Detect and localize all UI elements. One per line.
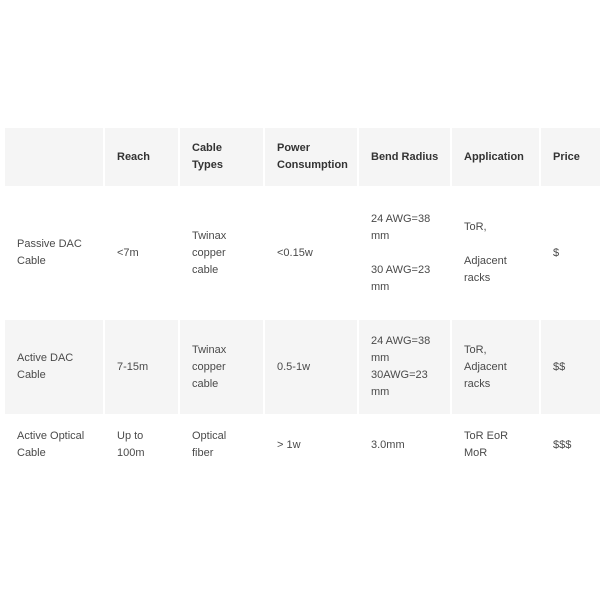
header-price: Price: [541, 128, 600, 186]
cell-reach: 7-15m: [105, 320, 180, 414]
cell-application: [452, 414, 541, 476]
cell-price: $: [541, 186, 600, 320]
cell-line: racks: [464, 377, 491, 390]
table-row: [5, 320, 600, 414]
header-empty: [5, 128, 105, 186]
header-power-line: Power: [277, 142, 311, 154]
cell-reach: <7m: [105, 186, 180, 320]
cell-cable-type: [180, 320, 265, 414]
cell-line: Twinax: [192, 343, 227, 356]
cell-line: fiber: [192, 447, 214, 459]
cell-power: <0.15w: [265, 186, 359, 320]
cell-line: Cable: [17, 369, 46, 381]
cell-cable-type: [180, 186, 265, 320]
cell-line: mm: [371, 352, 390, 364]
cell-line: 24 AWG=38: [371, 335, 431, 347]
cell-line: 100m: [117, 447, 145, 459]
comparison-table: [5, 128, 600, 476]
header-application: Application: [452, 128, 541, 186]
cell-line: racks: [464, 272, 491, 284]
cell-application: [452, 320, 541, 414]
cell-line: Up to: [117, 430, 144, 442]
cell-cable-name: [5, 414, 105, 476]
cell-line: 24 AWG=38: [371, 212, 431, 225]
cell-bend-radius: [359, 320, 452, 414]
table-row: [5, 414, 600, 476]
cell-spacer: [371, 245, 450, 262]
cell-line: Cable: [17, 447, 46, 459]
cell-line: Active DAC: [17, 352, 74, 364]
cell-line: mm: [371, 386, 390, 398]
cell-line: copper: [192, 246, 226, 259]
header-cable-types-line: Cable: [192, 142, 222, 154]
cell-line: ToR EoR: [464, 430, 509, 442]
cell-line: mm: [371, 229, 390, 242]
cell-line: MoR: [464, 447, 488, 459]
cell-line: Adjacent: [464, 360, 507, 373]
cell-line: Cable: [17, 255, 46, 267]
cell-bend-radius: [359, 186, 452, 320]
header-cable-types: [180, 128, 265, 186]
cell-price: $$$: [541, 414, 600, 476]
cell-cable-type: [180, 414, 265, 476]
cell-line: cable: [192, 263, 219, 276]
cell-price: $$: [541, 320, 600, 414]
header-row: [5, 128, 600, 186]
cell-line: Passive DAC: [17, 238, 82, 250]
header-cable-types-line: Types: [192, 159, 223, 171]
header-reach: Reach: [105, 128, 180, 186]
cell-cable-name: [5, 320, 105, 414]
table-row: [5, 186, 600, 320]
cell-line: Adjacent: [464, 255, 507, 267]
header-power-consumption: [265, 128, 359, 186]
cell-line: ToR,: [464, 221, 487, 233]
cell-line: cable: [192, 377, 219, 390]
cell-power: > 1w: [265, 414, 359, 476]
cell-line: Active Optical: [17, 430, 85, 442]
cell-line: 30AWG=23: [371, 369, 428, 381]
cell-cable-name: [5, 186, 105, 320]
cell-line: copper: [192, 360, 226, 373]
header-power-line: Consumption: [277, 159, 348, 171]
cell-line: ToR,: [464, 343, 487, 356]
cell-reach: [105, 414, 180, 476]
header-bend-radius: Bend Radius: [359, 128, 452, 186]
cell-spacer: [464, 236, 539, 253]
cell-line: Twinax: [192, 229, 227, 242]
cell-power: 0.5-1w: [265, 320, 359, 414]
cell-application: [452, 186, 541, 320]
cell-line: Optical: [192, 430, 227, 442]
cell-bend-radius: 3.0mm: [359, 414, 452, 476]
cell-line: 30 AWG=23: [371, 263, 431, 276]
cell-line: mm: [371, 280, 390, 293]
